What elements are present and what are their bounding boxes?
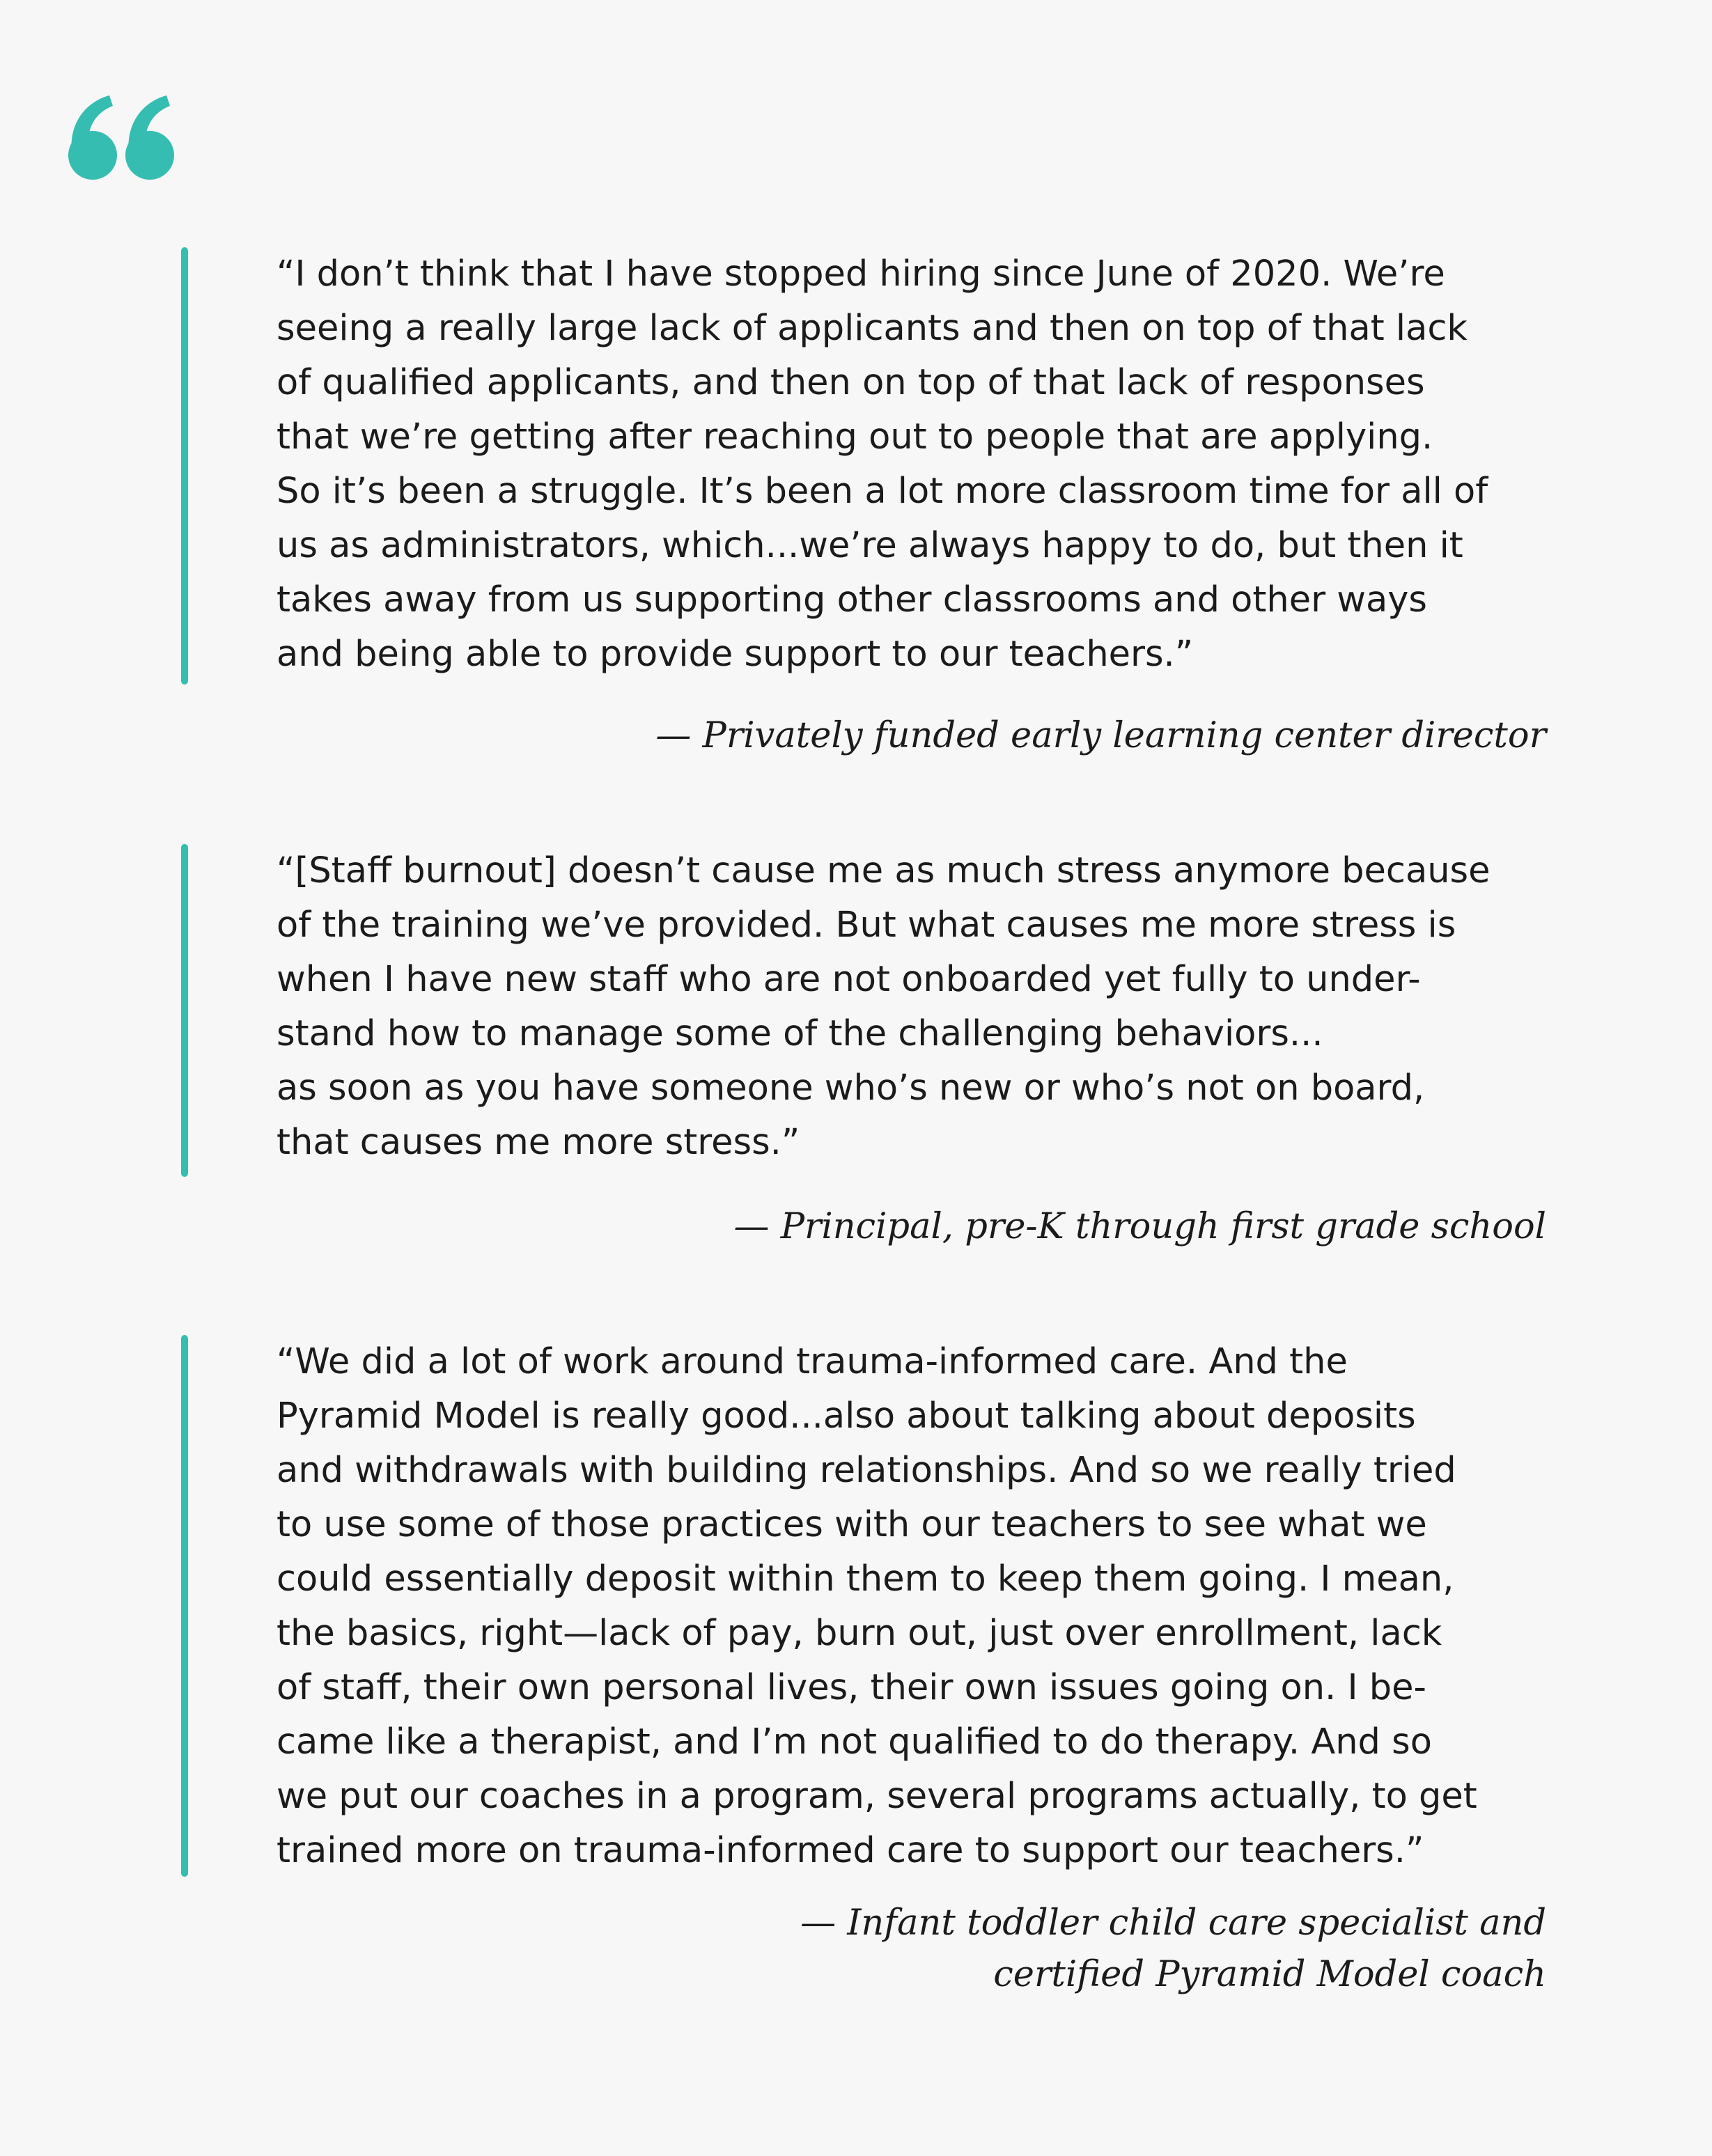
quote-accent-bar — [181, 1335, 188, 1877]
quote-glyph-left — [68, 95, 117, 180]
quote-attribution: — Infant toddler child care specialist and certified Pyramid Model coach — [800, 1903, 1546, 1995]
quote-text: “I don’t think that I have stopped hiring since June of 2020. We’re seeing a really large lack of applicants and then on top of that lack of qualified applicants, and then on top of that lack of responses that we’re getting after reaching out to people that are applying. So it’s been a struggle. It’s been a lot more classroom time for all of us as administrators, which...we’re always happy to do, but then it takes away from us supporting other classrooms and other ways and being able to provide support to our teachers.” — [277, 253, 1488, 675]
quote-text: “[Staff burnout] doesn’t cause me as much stress anymore because of the training we’ve provided. But what causes me more stress is when I have new staff who are not onboarded yet fully to under- stand how to manage some of the challenging behaviors... as soon as you have someone who’s new or who’s not on board, that causes me more stress.” — [277, 850, 1491, 1163]
quote-accent-bar — [181, 844, 188, 1177]
quote-text: “We did a lot of work around trauma-informed care. And the Pyramid Model is really good...also about talking about deposits and withdrawals with building relationships. And so we really tried to use some of those practices with our teachers to see what we could essentially deposit within them to keep them going. I mean, the basics, right—lack of pay, burn out, just over enrollment, lack of staff, their own personal lives, their own issues going on. I be- came like a therapist, and I’m not qualified to do therapy. And so we put our coaches in a program, several programs actually, to get trained more on trauma-informed care to support our teachers.” — [277, 1341, 1477, 1871]
double-quote-icon — [66, 94, 178, 181]
quote-accent-bar — [181, 247, 188, 685]
quote-attribution: — Privately funded early learning center director — [655, 715, 1546, 756]
quote-glyph-right — [125, 95, 174, 180]
quote-attribution: — Principal, pre-K through first grade school — [733, 1206, 1546, 1247]
